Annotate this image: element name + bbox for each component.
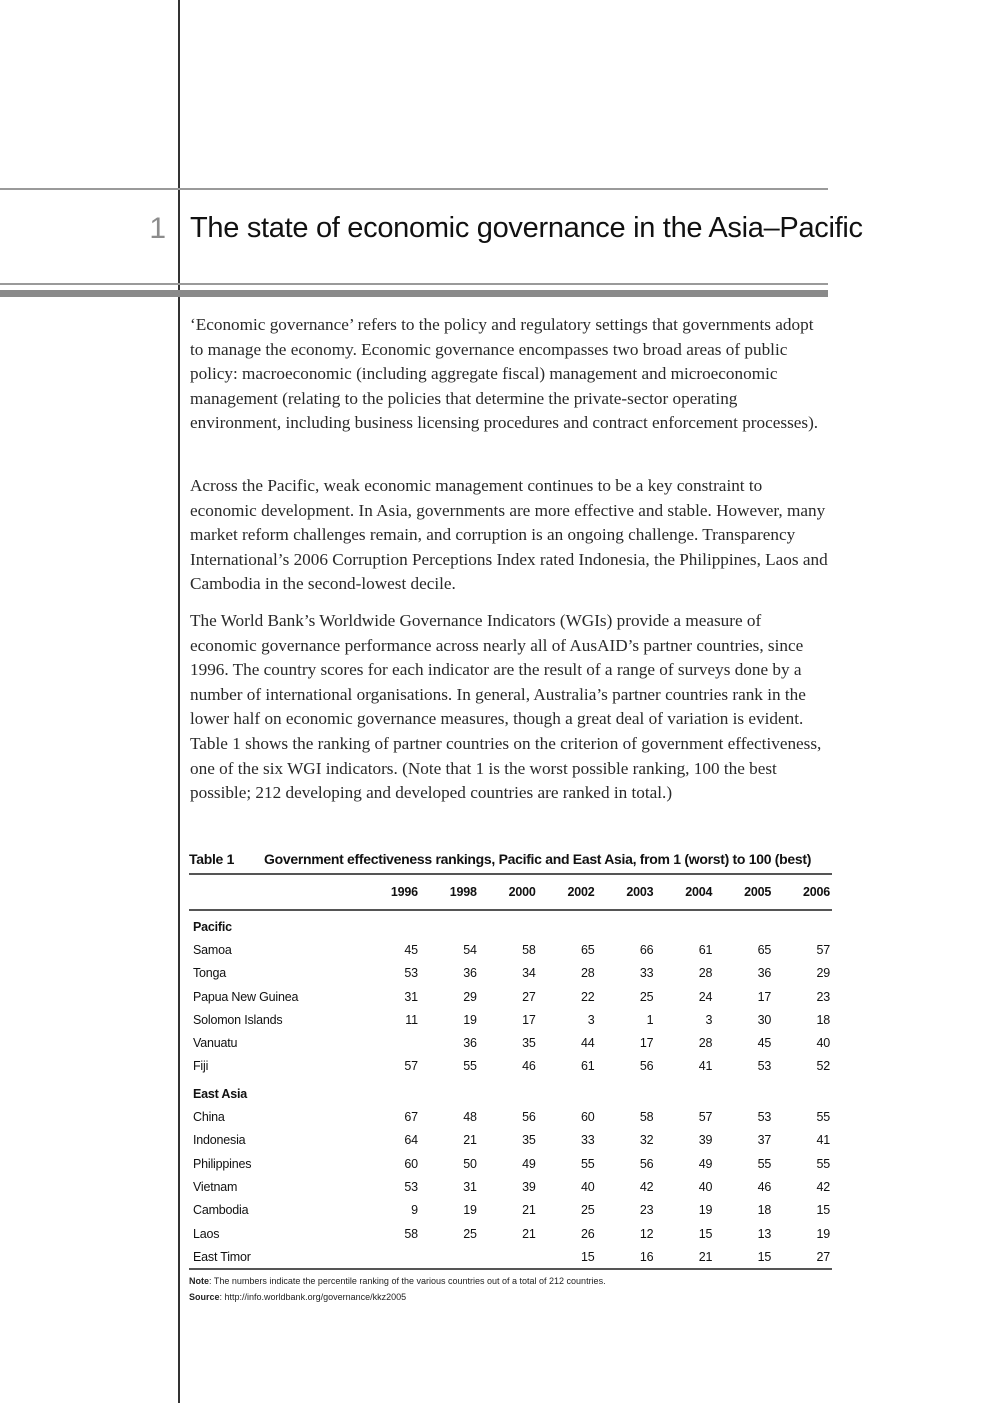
ranking-value: 60 bbox=[404, 1156, 418, 1171]
ranking-value: 28 bbox=[580, 966, 595, 981]
country-name: East Timor bbox=[193, 1249, 251, 1264]
ranking-value: 18 bbox=[757, 1203, 772, 1218]
ranking-value: 50 bbox=[463, 1156, 477, 1171]
ranking-value: 41 bbox=[816, 1133, 830, 1148]
table-row bbox=[189, 985, 832, 1008]
ranking-value: 36 bbox=[463, 966, 477, 981]
table-row bbox=[189, 1199, 832, 1222]
ranking-value: 22 bbox=[580, 989, 595, 1004]
ranking-value: 57 bbox=[698, 1110, 713, 1125]
ranking-value: 26 bbox=[580, 1226, 595, 1241]
ranking-value: 44 bbox=[580, 1036, 595, 1051]
column-header: 1996 bbox=[390, 885, 418, 899]
table-row bbox=[189, 938, 832, 961]
ranking-value: 49 bbox=[698, 1156, 713, 1171]
ranking-value: 18 bbox=[816, 1012, 830, 1027]
ranking-value: 23 bbox=[639, 1203, 654, 1218]
ranking-value: 28 bbox=[698, 966, 713, 981]
table-row bbox=[189, 962, 832, 985]
ranking-value: 32 bbox=[639, 1133, 654, 1148]
ranking-value: 53 bbox=[404, 1179, 418, 1194]
ranking-value: 66 bbox=[639, 942, 654, 957]
table-row bbox=[189, 1008, 832, 1031]
ranking-value: 56 bbox=[639, 1059, 654, 1074]
table-number: Table 1 bbox=[189, 851, 235, 867]
note-text: : The numbers indicate the percentile ranking of the various countries out of a total of 212 countries. bbox=[209, 1276, 606, 1287]
ranking-value: 45 bbox=[404, 942, 418, 957]
margin-vertical-rule bbox=[178, 0, 180, 1403]
ranking-value: 21 bbox=[463, 1133, 477, 1148]
ranking-value: 25 bbox=[580, 1203, 595, 1218]
country-name: China bbox=[193, 1110, 225, 1125]
ranking-value: 40 bbox=[816, 1036, 830, 1051]
source-label: Source bbox=[189, 1292, 220, 1303]
ranking-value: 21 bbox=[522, 1226, 536, 1241]
ranking-value: 15 bbox=[816, 1203, 830, 1218]
paragraph-text: ‘Economic governance’ refers to the policy and regulatory settings that governments adopt to manage the economy. Economic governance encompasses two broad areas of public policy: macroeconomic (including aggregate fiscal) management and microeconomic management (relating to the policies that determine the private-sector operating environment, including business licensing procedures and contract enforcement processes). bbox=[190, 315, 819, 433]
ranking-value: 25 bbox=[463, 1226, 477, 1241]
ranking-value: 29 bbox=[816, 966, 830, 981]
ranking-value: 58 bbox=[639, 1110, 654, 1125]
ranking-value: 11 bbox=[405, 1012, 418, 1027]
country-name: Vietnam bbox=[193, 1179, 238, 1194]
country-name: Cambodia bbox=[193, 1203, 249, 1218]
ranking-value: 42 bbox=[639, 1179, 654, 1194]
ranking-value: 21 bbox=[698, 1249, 713, 1264]
country-name: Vanuatu bbox=[193, 1036, 238, 1051]
ranking-value: 55 bbox=[580, 1156, 595, 1171]
ranking-value: 48 bbox=[463, 1110, 477, 1125]
country-name: Samoa bbox=[193, 942, 232, 957]
table-notes bbox=[189, 1273, 832, 1305]
ranking-value: 19 bbox=[463, 1012, 477, 1027]
paragraph-text: The World Bank’s Worldwide Governance Indicators (WGIs) provide a measure of economic governance performance across nearly all of AusAID’s partner countries, since 1996. The country scores for each indicator are the result of a range of surveys done by a number of international organisations. In general, Australia’s partner countries rank in the lower half on economic governance measures, though a great deal of variation is evident. Table 1 shows the ranking of partner countries on the criterion of government effectiveness, one of the six WGI indicators. (Note that 1 is the worst possible ranking, 100 the best possible; 212 developing and developed countries are ranked in total.) bbox=[190, 611, 822, 803]
ranking-value bbox=[479, 1245, 538, 1269]
ranking-value: 61 bbox=[698, 942, 713, 957]
ranking-value: 58 bbox=[522, 942, 536, 957]
ranking-value: 28 bbox=[698, 1036, 713, 1051]
column-header: 2000 bbox=[508, 885, 536, 899]
ranking-value: 29 bbox=[463, 989, 477, 1004]
rankings-table bbox=[189, 873, 832, 1270]
ranking-value: 39 bbox=[522, 1179, 536, 1194]
ranking-value: 46 bbox=[757, 1179, 772, 1194]
header-thick-bar bbox=[0, 290, 828, 297]
ranking-value: 65 bbox=[580, 942, 595, 957]
ranking-value: 30 bbox=[757, 1012, 772, 1027]
ranking-value: 17 bbox=[757, 989, 772, 1004]
table-row bbox=[189, 1245, 832, 1269]
ranking-value: 9 bbox=[411, 1203, 418, 1218]
ranking-value: 35 bbox=[522, 1133, 536, 1148]
ranking-value: 55 bbox=[463, 1059, 477, 1074]
ranking-value: 25 bbox=[639, 989, 654, 1004]
ranking-value: 35 bbox=[522, 1036, 536, 1051]
ranking-value: 55 bbox=[816, 1110, 830, 1125]
ranking-value: 3 bbox=[587, 1012, 595, 1027]
country-name: Philippines bbox=[193, 1156, 252, 1171]
ranking-value: 56 bbox=[639, 1156, 654, 1171]
ranking-value: 31 bbox=[404, 989, 418, 1004]
ranking-value: 12 bbox=[639, 1226, 654, 1241]
column-header: 2003 bbox=[626, 885, 654, 899]
ranking-value: 17 bbox=[522, 1012, 536, 1027]
ranking-value: 3 bbox=[705, 1012, 713, 1027]
source-text: : http://info.worldbank.org/governance/kkz2005 bbox=[219, 1292, 407, 1303]
chapter-number: 1 bbox=[149, 212, 166, 245]
ranking-value: 34 bbox=[522, 966, 536, 981]
table-row bbox=[189, 1129, 832, 1152]
ranking-value: 23 bbox=[816, 989, 830, 1004]
ranking-value: 33 bbox=[639, 966, 654, 981]
paragraph-1 bbox=[190, 313, 830, 436]
table-row bbox=[189, 1105, 832, 1128]
ranking-value: 42 bbox=[816, 1179, 830, 1194]
header-top-rule bbox=[0, 188, 828, 190]
ranking-value: 53 bbox=[757, 1059, 772, 1074]
ranking-value: 57 bbox=[816, 942, 830, 957]
ranking-value: 55 bbox=[816, 1156, 830, 1171]
column-header: 2004 bbox=[685, 885, 713, 899]
table-header-row bbox=[189, 874, 832, 910]
country-name: Laos bbox=[193, 1226, 220, 1241]
ranking-value: 60 bbox=[580, 1110, 595, 1125]
ranking-value: 53 bbox=[757, 1110, 772, 1125]
header-bottom-rule bbox=[0, 283, 828, 285]
ranking-value: 24 bbox=[698, 989, 713, 1004]
ranking-value: 49 bbox=[522, 1156, 536, 1171]
paragraph-2 bbox=[190, 474, 830, 597]
table-row bbox=[189, 1175, 832, 1198]
table-note bbox=[189, 1273, 832, 1289]
country-name: Solomon Islands bbox=[193, 1012, 283, 1027]
ranking-value: 46 bbox=[522, 1059, 536, 1074]
ranking-value: 1 bbox=[646, 1012, 654, 1027]
table-title: Government effectiveness rankings, Pacific and East Asia, from 1 (worst) to 100 (best) bbox=[264, 851, 812, 867]
ranking-value: 56 bbox=[522, 1110, 536, 1125]
ranking-value: 15 bbox=[757, 1249, 772, 1264]
ranking-value bbox=[361, 1245, 420, 1269]
group-label: East Asia bbox=[193, 1086, 248, 1101]
ranking-value: 40 bbox=[580, 1179, 595, 1194]
table-caption bbox=[189, 851, 832, 873]
column-header bbox=[189, 874, 361, 910]
paragraph-text: Across the Pacific, weak economic management continues to be a key constraint to economic development. In Asia, governments are more effective and stable. However, many market reform challenges remain, and corruption is an ongoing challenge. Transparency International’s 2006 Corruption Perceptions Index rated Indonesia, the Philippines, Laos and Cambodia in the second-lowest decile. bbox=[190, 476, 828, 594]
ranking-value: 27 bbox=[522, 989, 536, 1004]
ranking-value: 13 bbox=[757, 1226, 772, 1241]
ranking-value: 64 bbox=[404, 1133, 418, 1148]
ranking-value: 21 bbox=[522, 1203, 536, 1218]
group-label: Pacific bbox=[193, 919, 232, 934]
ranking-value: 19 bbox=[816, 1226, 830, 1241]
table-row bbox=[189, 1055, 832, 1078]
ranking-value: 65 bbox=[757, 942, 772, 957]
ranking-value: 17 bbox=[639, 1036, 654, 1051]
chapter-title: The state of economic governance in the Asia–Pacific bbox=[190, 212, 863, 244]
governance-table bbox=[189, 851, 832, 1305]
country-name: Papua New Guinea bbox=[193, 989, 299, 1004]
table-group-row bbox=[189, 910, 832, 938]
ranking-value: 36 bbox=[757, 966, 772, 981]
ranking-value bbox=[361, 1031, 420, 1054]
ranking-value: 41 bbox=[698, 1059, 713, 1074]
paragraph-3 bbox=[190, 609, 830, 806]
country-name: Tonga bbox=[193, 966, 227, 981]
ranking-value: 31 bbox=[463, 1179, 477, 1194]
column-header: 2006 bbox=[802, 885, 830, 899]
ranking-value: 67 bbox=[404, 1110, 418, 1125]
table-group-row bbox=[189, 1078, 832, 1105]
ranking-value: 40 bbox=[698, 1179, 713, 1194]
ranking-value: 39 bbox=[698, 1133, 713, 1148]
column-header: 1998 bbox=[449, 885, 477, 899]
ranking-value: 58 bbox=[404, 1226, 418, 1241]
table-source bbox=[189, 1289, 832, 1305]
ranking-value: 19 bbox=[463, 1203, 477, 1218]
ranking-value: 52 bbox=[816, 1059, 830, 1074]
ranking-value: 61 bbox=[580, 1059, 595, 1074]
ranking-value: 37 bbox=[757, 1133, 772, 1148]
ranking-value bbox=[420, 1245, 479, 1269]
note-label: Note bbox=[189, 1276, 209, 1287]
table-row bbox=[189, 1031, 832, 1054]
column-header: 2005 bbox=[744, 885, 772, 899]
ranking-value: 54 bbox=[463, 942, 477, 957]
ranking-value: 36 bbox=[463, 1036, 477, 1051]
ranking-value: 53 bbox=[404, 966, 418, 981]
ranking-value: 33 bbox=[580, 1133, 595, 1148]
ranking-value: 27 bbox=[816, 1249, 830, 1264]
ranking-value: 15 bbox=[580, 1249, 595, 1264]
country-name: Indonesia bbox=[193, 1133, 246, 1148]
table-row bbox=[189, 1152, 832, 1175]
ranking-value: 45 bbox=[757, 1036, 772, 1051]
ranking-value: 55 bbox=[757, 1156, 772, 1171]
ranking-value: 57 bbox=[404, 1059, 418, 1074]
ranking-value: 19 bbox=[698, 1203, 713, 1218]
column-header: 2002 bbox=[567, 885, 595, 899]
ranking-value: 15 bbox=[698, 1226, 713, 1241]
ranking-value: 16 bbox=[639, 1249, 654, 1264]
country-name: Fiji bbox=[193, 1059, 209, 1074]
table-row bbox=[189, 1222, 832, 1245]
